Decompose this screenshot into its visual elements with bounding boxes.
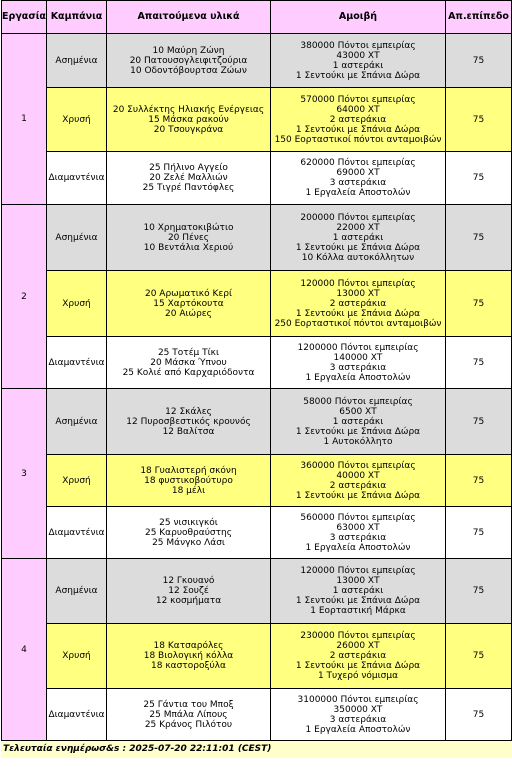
reward-cell [271, 389, 446, 455]
reward-item: 63000 ΧΤ [336, 522, 380, 533]
reward-item: 230000 Πόντοι εμπειρίας [300, 631, 416, 641]
reward-item: 10 Κόλλα αυτοκόλλητων [301, 252, 415, 263]
reward-item: 1 Σεντούκι με Σπάνια Δώρα [295, 242, 421, 253]
table-row [2, 455, 512, 507]
reward-cell [271, 507, 446, 559]
materials-cell [107, 689, 271, 741]
reward-item: 1 αστεράκι [332, 586, 384, 596]
reward-item: 58000 Πόντοι εμπειρίας [303, 396, 413, 407]
reward-item: 1 Σεντούκι με Σπάνια Δώρα [295, 426, 421, 437]
reward-item: 560000 Πόντοι εμπειρίας [300, 512, 416, 523]
material-item: 10 Βεντάλια Χεριού [143, 242, 234, 253]
reward-cell [271, 337, 446, 389]
level-cell: 75 [446, 271, 512, 337]
reward-item: 64000 ΧΤ [336, 104, 380, 115]
material-item: 20 Πένες [167, 232, 210, 243]
reward-item: 380000 Πόντοι εμπειρίας [300, 40, 416, 51]
material-item: 12 Γκουανό [162, 576, 215, 586]
reward-item: 620000 Πόντοι εμπειρίας [300, 158, 416, 168]
materials-cell [107, 455, 271, 507]
materials-cell [107, 88, 271, 152]
header-task: Εργασία [2, 1, 47, 34]
level-cell: 75 [446, 624, 512, 689]
reward-item: 43000 ΧΤ [336, 50, 380, 61]
reward-item: 140000 ΧΤ [333, 352, 383, 363]
reward-cell [271, 34, 446, 88]
materials-cell [107, 389, 271, 455]
reward-item: 1 Εργαλεία Αποστολών [305, 372, 411, 383]
reward-item: 1 Σεντούκι με Σπάνια Δώρα [295, 490, 421, 501]
table-row [2, 624, 512, 689]
reward-item: 3 αστεράκια [329, 362, 387, 373]
material-item: 18 Γυαλιστερή σκόνη [140, 465, 237, 476]
tasks-table [1, 0, 512, 741]
level-cell: 75 [446, 507, 512, 559]
header-materials: Απαιτούμενα υλικά [107, 1, 271, 34]
table-row [2, 507, 512, 559]
reward-item: 1 Σεντούκι με Σπάνια Δώρα [295, 124, 421, 135]
reward-item: 120000 Πόντοι εμπειρίας [300, 566, 416, 576]
reward-item: 1 Εργαλεία Αποστολών [305, 542, 411, 553]
reward-cell [271, 271, 446, 337]
material-item: 25 Μάνγκο Λάσι [152, 537, 225, 548]
reward-cell [271, 455, 446, 507]
materials-cell [107, 205, 271, 271]
material-item: 12 Σκάλες [165, 406, 212, 417]
level-cell: 75 [446, 205, 512, 271]
reward-item: 360000 Πόντοι εμπειρίας [300, 460, 416, 471]
materials-cell [107, 152, 271, 205]
reward-item: 350000 ΧΤ [333, 704, 383, 715]
reward-cell [271, 624, 446, 689]
reward-cell [271, 152, 446, 205]
material-item: 12 κοσμήματα [155, 596, 222, 606]
reward-item: 1 αστεράκι [332, 416, 384, 427]
reward-item: 13000 ΧΤ [336, 288, 380, 299]
reward-item: 1 Σεντούκι με Σπάνια Δώρα [295, 661, 421, 671]
campaign-cell: Χρυσή [47, 88, 107, 152]
campaign-cell: Διαμαντένια [47, 689, 107, 741]
reward-item: 2 αστεράκια [329, 651, 387, 661]
material-item: 25 Μπάλα Λίπους [149, 709, 228, 720]
table-row [2, 337, 512, 389]
campaign-cell: Διαμαντένια [47, 337, 107, 389]
materials-cell [107, 624, 271, 689]
reward-item: 40000 ΧΤ [336, 470, 380, 481]
reward-item: 22000 ΧΤ [336, 222, 380, 233]
reward-item: 1 Σεντούκι με Σπάνια Δώρα [295, 70, 421, 81]
table-row [2, 389, 512, 455]
reward-item: 2 αστεράκια [329, 298, 387, 309]
material-item: 20 Μάσκα Ύπνου [150, 357, 227, 368]
material-item: 25 Καρυοθραύστης [144, 527, 233, 538]
campaign-cell: Χρυσή [47, 624, 107, 689]
materials-cell [107, 337, 271, 389]
reward-item: 150 Εορταστικοί πόντοι ανταμοιβών [274, 134, 442, 145]
material-item: 12 Βαλίτσα [162, 426, 215, 437]
reward-item: 3 αστεράκια [329, 714, 387, 725]
table-row [2, 689, 512, 741]
material-item: 18 Κατσαρόλες [153, 641, 224, 651]
reward-item: 1 Εορταστική Μάρκα [310, 606, 406, 616]
level-cell: 75 [446, 34, 512, 88]
level-cell: 75 [446, 152, 512, 205]
material-item: 10 Χρηματοκιβώτιο [143, 222, 234, 233]
campaign-cell: Ασημένια [47, 205, 107, 271]
reward-item: 200000 Πόντοι εμπειρίας [300, 212, 416, 223]
materials-cell [107, 507, 271, 559]
material-item: 18 φυστικοβούτυρο [144, 475, 233, 486]
material-item: 15 Μάσκα ρακούν [148, 114, 229, 125]
material-item: 18 Βιολογική κόλλα [143, 651, 234, 661]
reward-item: 1 Σεντούκι με Σπάνια Δώρα [295, 308, 421, 319]
material-item: 18 μέλι [171, 485, 206, 496]
campaign-cell: Ασημένια [47, 34, 107, 88]
campaign-cell: Χρυσή [47, 455, 107, 507]
material-item: 20 Πατουσογλειφιτζούρια [129, 55, 248, 66]
table-row [2, 205, 512, 271]
reward-item: 1 Αυτοκόλλητο [323, 436, 393, 447]
reward-item: 26000 ΧΤ [336, 641, 380, 651]
reward-item: 6500 ΧΤ [339, 406, 377, 417]
task-number: 4 [2, 559, 47, 741]
campaign-cell: Ασημένια [47, 559, 107, 624]
table-row [2, 271, 512, 337]
reward-item: 1 Εργαλεία Αποστολών [305, 188, 411, 198]
campaign-cell: Διαμαντένια [47, 152, 107, 205]
reward-item: 250 Εορταστικοί πόντοι ανταμοιβών [274, 318, 442, 329]
level-cell: 75 [446, 337, 512, 389]
material-item: 25 Τοτέμ Τίκι [157, 347, 220, 358]
level-cell: 75 [446, 389, 512, 455]
material-item: 20 Αρωματικό Κερί [144, 288, 233, 299]
material-item: 18 καστοροξύλα [151, 661, 226, 671]
reward-item: 3 αστεράκια [329, 532, 387, 543]
materials-cell [107, 559, 271, 624]
reward-cell [271, 559, 446, 624]
materials-cell [107, 34, 271, 88]
reward-item: 120000 Πόντοι εμπειρίας [300, 278, 416, 289]
level-cell: 75 [446, 455, 512, 507]
material-item: 25 Τιγρέ Παντόφλες [142, 183, 235, 193]
task-number: 2 [2, 205, 47, 389]
reward-item: 2 αστεράκια [329, 114, 387, 125]
material-item: 25 Κολιέ από Καρχαριόδοντα [122, 367, 255, 378]
level-cell: 75 [446, 559, 512, 624]
reward-cell [271, 88, 446, 152]
table-row [2, 88, 512, 152]
reward-item: 1 Εργαλεία Αποστολών [305, 724, 411, 735]
reward-item: 1 Σεντούκι με Σπάνια Δώρα [295, 596, 421, 606]
header-campaign: Καμπάνια [47, 1, 107, 34]
reward-item: 69000 ΧΤ [336, 168, 380, 178]
material-item: 20 Αιώρες [165, 308, 212, 319]
material-item: 10 Οδοντόβουρτσα Ζώων [130, 65, 247, 76]
material-item: 10 Μαύρη Ζώνη [152, 45, 225, 56]
table-row [2, 559, 512, 624]
reward-item: 1 Τυχερό νόμισμα [317, 671, 399, 681]
campaign-cell: Χρυσή [47, 271, 107, 337]
reward-item: 13000 ΧΤ [336, 576, 380, 586]
material-item: 12 Σουζέ [168, 586, 209, 596]
material-item: 25 Κράνος Πιλότου [144, 719, 233, 730]
reward-item: 2 αστεράκια [329, 480, 387, 491]
reward-cell [271, 205, 446, 271]
material-item: 20 Συλλέκτης Ηλιακής Ενέργειας [112, 104, 265, 115]
material-item: 25 Πήλινο Αγγείο [149, 163, 228, 173]
campaign-cell: Διαμαντένια [47, 507, 107, 559]
materials-cell [107, 271, 271, 337]
material-item: 25 Γάντια του Μποξ [143, 699, 234, 710]
header-reward: Αμοιβή [271, 1, 446, 34]
task-number: 3 [2, 389, 47, 559]
header-level: Απ.επίπεδο [446, 1, 512, 34]
material-item: 15 Χαρτόκουτα [153, 298, 224, 309]
reward-item: 1200000 Πόντοι εμπειρίας [297, 342, 419, 353]
material-item: 25 νισικιγκόι [159, 517, 218, 528]
table-body [2, 34, 512, 741]
reward-item: 570000 Πόντοι εμπειρίας [300, 94, 416, 105]
last-updated: Τελευταία ενημέρωσ&s : 2025-07-20 22:11:01 (CEST) [1, 741, 512, 758]
material-item: 12 Πυροσβεστικός κρουνός [126, 416, 251, 427]
reward-item: 3100000 Πόντοι εμπειρίας [297, 694, 419, 705]
level-cell: 75 [446, 88, 512, 152]
campaign-cell: Ασημένια [47, 389, 107, 455]
reward-item: 3 αστεράκια [329, 178, 387, 188]
reward-item: 1 αστεράκι [332, 60, 384, 71]
material-item: 20 Τσουγκράνα [153, 124, 224, 135]
material-item: 20 Ζελέ Μαλλιών [149, 173, 228, 183]
reward-cell [271, 689, 446, 741]
reward-item: 1 αστεράκι [332, 232, 384, 243]
level-cell: 75 [446, 689, 512, 741]
header-row [2, 1, 512, 34]
table-row [2, 152, 512, 205]
table-row [2, 34, 512, 88]
task-number: 1 [2, 34, 47, 205]
